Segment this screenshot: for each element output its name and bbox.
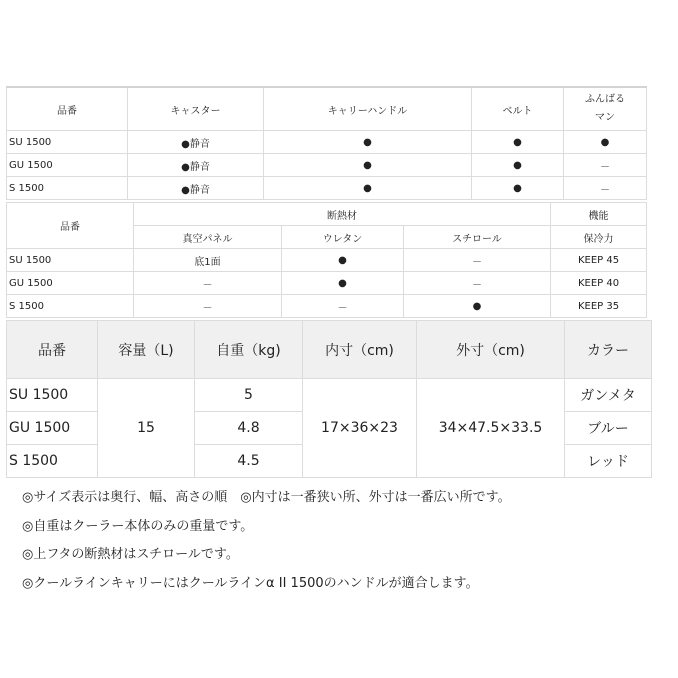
urethane-cell: ● — [282, 272, 404, 295]
urethane-cell: － — [282, 295, 404, 318]
header-capacity: 容量（L) — [98, 321, 195, 379]
header-model: 品番 — [7, 87, 128, 131]
insulation-table — [6, 202, 647, 318]
inner-size-cell: 17×36×23 — [303, 379, 417, 478]
model-cell: GU 1500 — [7, 154, 128, 177]
model-cell: SU 1500 — [7, 249, 134, 272]
header-cold-retention: 保冷力 — [551, 226, 647, 249]
model-cell: SU 1500 — [7, 131, 128, 154]
header-model: 品番 — [7, 321, 98, 379]
header-color: カラー — [565, 321, 652, 379]
caster-cell: ●静音 — [128, 154, 264, 177]
header-function: 機能 — [551, 203, 647, 226]
features-table — [6, 86, 647, 200]
funbaruman-cell: － — [564, 154, 647, 177]
styrofoam-cell: － — [404, 249, 551, 272]
insulation-header-row — [7, 203, 647, 226]
handle-cell: ● — [264, 154, 472, 177]
header-belt: ベルト — [472, 87, 564, 131]
vacuum-panel-cell: － — [134, 295, 282, 318]
header-urethane: ウレタン — [282, 226, 404, 249]
belt-cell: ● — [472, 177, 564, 200]
note-weight: ◎自重はクーラー本体のみの重量です。 — [22, 518, 254, 534]
header-funbaruman — [564, 87, 647, 131]
handle-cell: ● — [264, 177, 472, 200]
urethane-cell: ● — [282, 249, 404, 272]
table-row — [7, 154, 647, 177]
table-row — [7, 131, 647, 154]
header-weight: 自重（kg) — [195, 321, 303, 379]
cold-retention-cell: KEEP 40 — [551, 272, 647, 295]
header-carry-handle: キャリーハンドル — [264, 87, 472, 131]
table-row — [7, 177, 647, 200]
color-cell: レッド — [565, 445, 652, 478]
color-cell: ガンメタ — [565, 379, 652, 412]
weight-cell: 4.8 — [195, 412, 303, 445]
header-funbaruman-line1: ふんばる — [585, 94, 625, 105]
caster-cell: ●静音 — [128, 131, 264, 154]
belt-cell: ● — [472, 131, 564, 154]
table-row — [7, 272, 647, 295]
model-cell: S 1500 — [7, 445, 98, 478]
note-lid-insulation: ◎上フタの断熱材はスチロールです。 — [22, 547, 239, 562]
features-header-row — [7, 87, 647, 131]
model-cell: S 1500 — [7, 177, 128, 200]
header-vacuum-panel: 真空パネル — [134, 226, 282, 249]
capacity-cell: 15 — [98, 379, 195, 478]
weight-cell: 4.5 — [195, 445, 303, 478]
header-funbaruman-line2: マン — [595, 112, 615, 123]
table-row — [7, 249, 647, 272]
cold-retention-cell: KEEP 45 — [551, 249, 647, 272]
table-row — [7, 379, 652, 412]
header-caster: キャスター — [128, 87, 264, 131]
styrofoam-cell: ● — [404, 295, 551, 318]
notes — [22, 488, 511, 602]
header-insulation: 断熱材 — [134, 203, 551, 226]
vacuum-panel-cell: 底1面 — [134, 249, 282, 272]
vacuum-panel-cell: － — [134, 272, 282, 295]
specs-table — [6, 320, 652, 478]
handle-cell: ● — [264, 131, 472, 154]
header-styrofoam: スチロール — [404, 226, 551, 249]
caster-cell: ●静音 — [128, 177, 264, 200]
note-handle-compat: ◎クールラインキャリーにはクールラインα II 1500のハンドルが適合します。 — [22, 575, 479, 591]
table-row — [7, 295, 647, 318]
outer-size-cell: 34×47.5×33.5 — [417, 379, 565, 478]
weight-cell: 5 — [195, 379, 303, 412]
styrofoam-cell: － — [404, 272, 551, 295]
header-inner-size: 内寸（cm) — [303, 321, 417, 379]
specs-header-row — [7, 321, 652, 379]
model-cell: GU 1500 — [7, 412, 98, 445]
funbaruman-cell: － — [564, 177, 647, 200]
model-cell: GU 1500 — [7, 272, 134, 295]
header-model: 品番 — [7, 203, 134, 249]
note-size-order: ◎サイズ表示は奥行、幅、高さの順 ◎内寸は一番狭い所、外寸は一番広い所です。 — [22, 490, 511, 505]
funbaruman-cell: ● — [564, 131, 647, 154]
header-outer-size: 外寸（cm) — [417, 321, 565, 379]
cold-retention-cell: KEEP 35 — [551, 295, 647, 318]
model-cell: SU 1500 — [7, 379, 98, 412]
model-cell: S 1500 — [7, 295, 134, 318]
color-cell: ブルー — [565, 412, 652, 445]
belt-cell: ● — [472, 154, 564, 177]
